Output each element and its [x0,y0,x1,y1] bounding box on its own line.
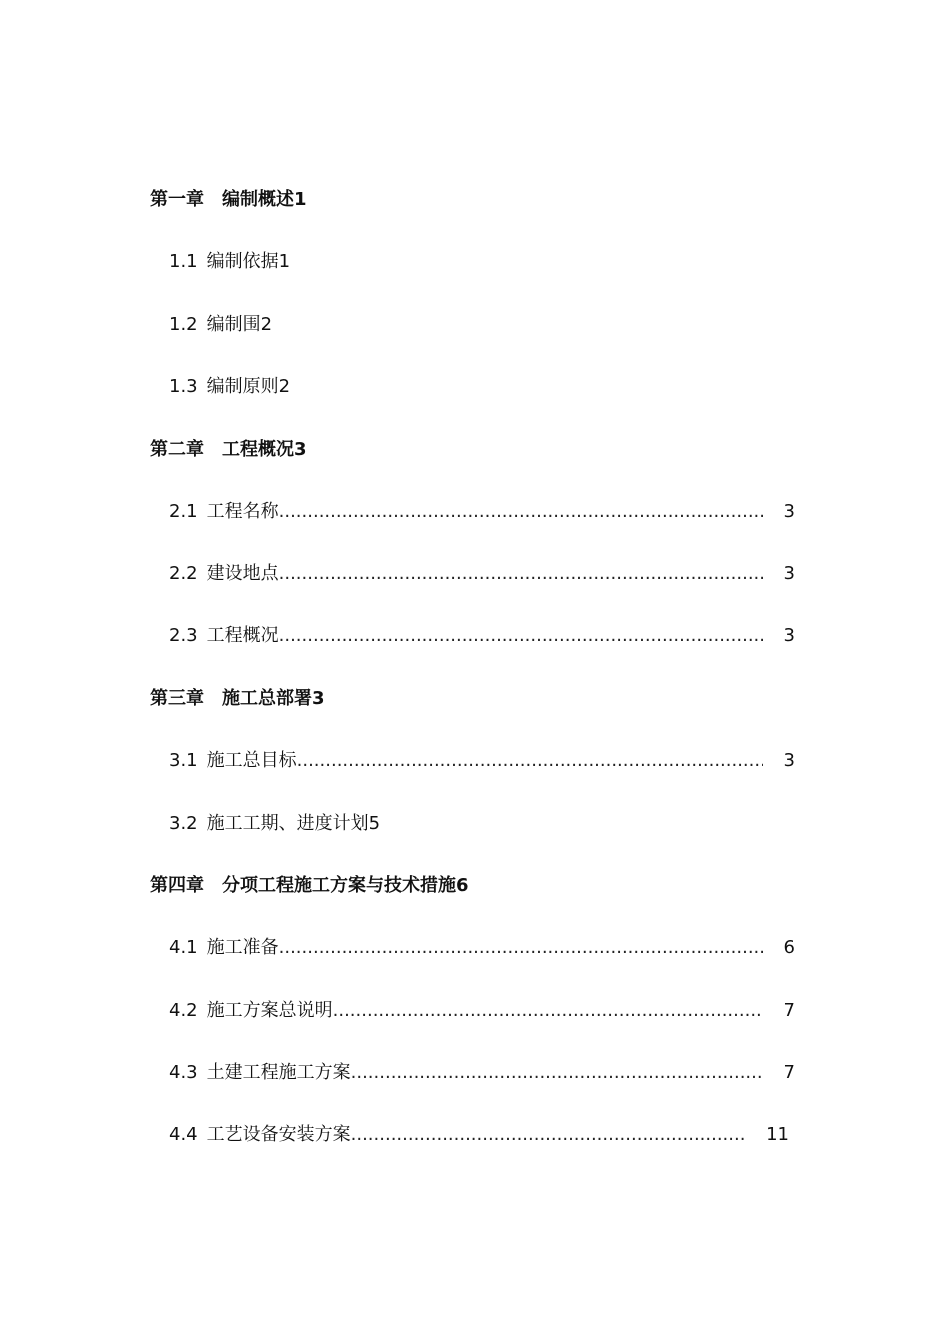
page-number: 3 [783,501,795,522]
section-title: 施工工期、进度计划 [206,813,369,834]
chapter-number: 第二章 [150,439,204,460]
page-number: 1 [278,251,291,272]
section-title: 编制依据 [206,251,279,272]
toc-section-3-2 [169,812,380,836]
chapter-number: 第三章 [150,688,204,709]
toc-section-4-3 [169,1061,795,1085]
section-number: 2.1 [169,501,198,522]
toc-chapter-4 [150,874,469,898]
dot-leader [351,1123,745,1147]
page-number: 6 [783,937,795,958]
toc-section-1-2 [169,313,272,337]
dot-leader [279,500,763,524]
chapter-title: 分项工程施工方案与技术措施 [222,875,456,896]
section-number: 3.1 [169,750,198,771]
chapter-number: 第一章 [150,189,204,210]
section-title: 施工总目标 [206,750,297,771]
toc-section-4-2 [169,999,795,1023]
toc-section-3-1 [169,749,795,773]
section-number: 3.2 [169,813,198,834]
page-number: 5 [368,813,381,834]
page-number: 7 [783,1000,795,1021]
page-number: 1 [294,189,307,210]
section-number: 4.1 [169,937,198,958]
section-number: 1.3 [169,376,198,397]
section-title: 土建工程施工方案 [206,1062,351,1083]
page-number: 7 [783,1062,795,1083]
toc-chapter-1 [150,188,307,212]
section-number: 1.2 [169,314,198,335]
toc-section-2-2 [169,562,795,586]
section-title: 工程概况 [206,625,279,646]
section-title: 工艺设备安装方案 [206,1124,351,1145]
page-number: 3 [312,688,325,709]
toc-section-2-3 [169,624,795,648]
toc-chapter-2 [150,438,307,462]
toc-section-1-3 [169,375,290,399]
page-number: 2 [278,376,291,397]
chapter-title: 编制概述 [222,189,294,210]
chapter-title: 施工总部署 [222,688,312,709]
page-number: 3 [783,750,795,771]
section-title: 施工准备 [206,937,279,958]
section-number: 4.4 [169,1124,198,1145]
section-number: 4.2 [169,1000,198,1021]
section-number: 1.1 [169,251,198,272]
chapter-title: 工程概况 [222,439,294,460]
section-number: 2.3 [169,625,198,646]
toc-section-4-1 [169,936,795,960]
page-number: 6 [456,875,469,896]
section-number: 4.3 [169,1062,198,1083]
dot-leader [279,562,763,586]
section-title: 编制围 [206,314,261,335]
dot-leader [279,936,763,960]
section-title: 建设地点 [206,563,279,584]
page-number: 3 [294,439,307,460]
dot-leader [333,999,763,1023]
section-title: 编制原则 [206,376,279,397]
page-number: 2 [260,314,273,335]
toc-chapter-3 [150,687,325,711]
dot-leader [279,624,763,648]
dot-leader [297,749,763,773]
page-number: 11 [766,1124,789,1145]
dot-leader [351,1061,763,1085]
toc-section-2-1 [169,500,795,524]
page-number: 3 [783,563,795,584]
chapter-number: 第四章 [150,875,204,896]
section-number: 2.2 [169,563,198,584]
toc-section-4-4 [169,1123,789,1147]
toc-section-1-1 [169,250,290,274]
section-title: 工程名称 [206,501,279,522]
page-number: 3 [783,625,795,646]
section-title: 施工方案总说明 [206,1000,333,1021]
